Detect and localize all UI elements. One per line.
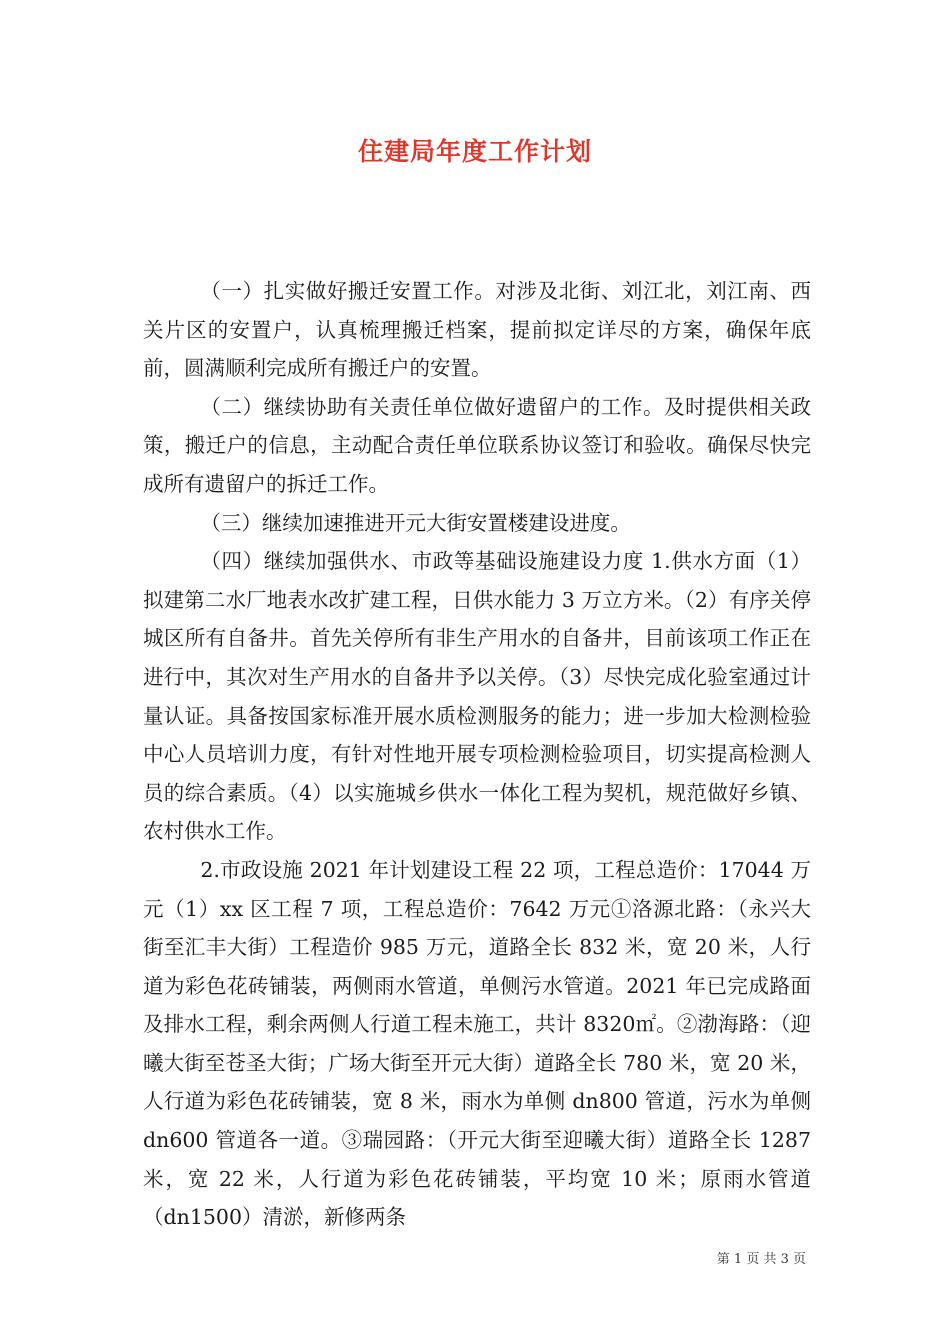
paragraph-infrastructure: （四）继续加强供水、市政等基础设施建设力度 1.供水方面（1）拟建第二水厂地表水改扩建工程，日供水能力 3 万立方米。（2）有序关停城区所有自备井。首先关停所有非生产用水的自备井，目前该项工作正在进行中，其次对生产用水的自备井予以关停。（3）尽快完成化验室通过计量认证。具备按国家标准开展水质检测服务的能力；进一步加大检测检验中心人员培训力度，有针对性地开展专项检测检验项目，切实提高检测人员的综合素质。（4）以实施城乡供水一体化工程为契机，规范做好乡镇、农村供水工作。 (143, 549, 811, 844)
page-title: 住建局年度工作计划 (357, 137, 592, 166)
paragraph-remaining-households: （二）继续协助有关责任单位做好遗留户的工作。及时提供相关政策，搬迁户的信息，主动配合责任单位联系协议签订和验收。确保尽快完成所有遗留户的拆迁工作。 (143, 394, 811, 496)
paragraph-resettlement-building: （三）继续加速推进开元大街安置楼建设进度。 (200, 510, 631, 535)
page-number: 第 1 页 共 3 页 (716, 1252, 806, 1267)
paragraph-relocation: （一）扎实做好搬迁安置工作。对涉及北街、刘江北，刘江南、西关片区的安置户，认真梳理搬迁档案，提前拟定详尽的方案，确保年底前，圆满顺利完成所有搬迁户的安置。 (143, 279, 811, 381)
paragraph-municipal-projects: 2.市政设施 2021 年计划建设工程 22 项，工程总造价：17044 万元（1）xx 区工程 7 项，工程总造价：7642 万元①洛源北路：（永兴大街至汇丰大街）工程造价 985 万元，道路全长 832 米，宽 20 米，人行道为彩色花砖铺装，两侧雨水管道，单侧污水管道。2021 年已完成路面及排水工程，剩余两侧人行道工程未施工，共计 8320㎡。②渤海路：（迎曦大街至苍圣大街；广场大街至开元大街）道路全长 780 米，宽 20 米，人行道为彩色花砖铺装，宽 8 米，雨水为单侧 dn800 管道，污水为单侧 dn600 管道各一道。③瑞园路：（开元大街至迎曦大街）道路全长 1287 米，宽 22 米，人行道为彩色花砖铺装，平均宽 10 米；原雨水管道（dn1500）清淤，新修两条 (143, 857, 811, 1230)
document-body (143, 272, 811, 1237)
